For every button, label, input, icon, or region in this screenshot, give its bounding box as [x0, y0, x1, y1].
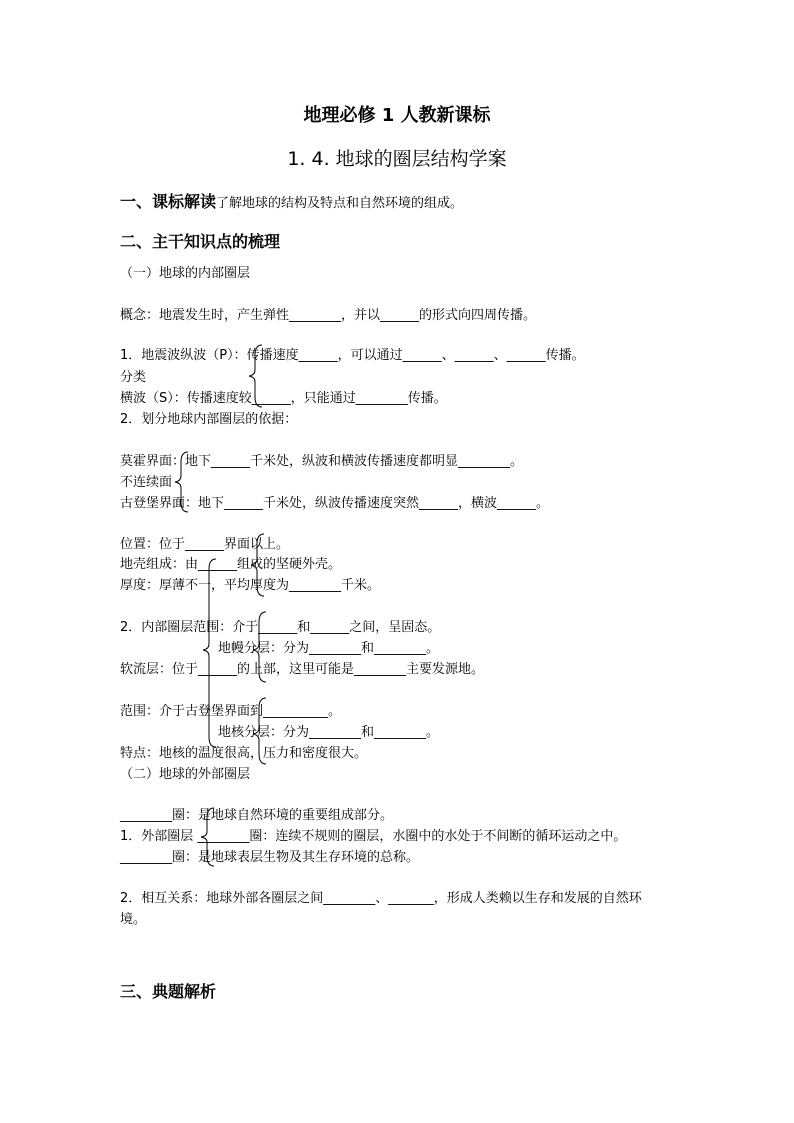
- core-features: 特点：地核的温度很高，压力和密度很大。: [120, 746, 368, 761]
- core-layers: 地核分层：分为________和________。: [218, 725, 440, 740]
- outer-sphere-3: ________圈：是地球表层生物及其生存环境的总称。: [120, 850, 420, 865]
- page-title: 地理必修 1 人教新课标: [303, 105, 491, 126]
- outer-sphere-heading: （二）地球的外部圈层: [120, 767, 251, 782]
- s-wave-line: 横波（S）：传播速度较______，只能通过________传播。: [120, 391, 447, 406]
- division-basis: 2．划分地球内部圈层的依据：: [120, 412, 298, 427]
- relation-line-2: 境。: [120, 912, 147, 927]
- section-1-text: 了解地球的结构及特点和自然环境的组成。: [216, 196, 464, 211]
- section-1-heading: [120, 192, 463, 214]
- crust-thickness: 厚度：厚薄不一，平均厚度为________千米。: [120, 578, 381, 593]
- p-wave-line: 1．地震波纵波（P）：传播速度______，可以通过______、______、______传播。: [120, 348, 585, 363]
- classify-label: 分类: [120, 370, 147, 385]
- inner-sphere-heading: （一）地球的内部圈层: [120, 266, 251, 281]
- gutenberg-line: 古登堡界面：地下______千米处，纵波传播速度突然______，横波______。: [120, 496, 550, 511]
- mantle-range: 2．内部圈层范围：介于______和______之间，呈固态。: [120, 620, 441, 635]
- section-1-title: 一、课标解读: [120, 192, 217, 211]
- mantle-layers: 地幔分层：分为________和________。: [218, 641, 440, 656]
- asthenosphere-line: 软流层：位于______的上部，这里可能是________主要发源地。: [120, 662, 485, 677]
- crust-position: 位置：位于______界面以上。: [120, 537, 290, 552]
- seismic-concept: 概念：地震发生时，产生弹性________，并以______的形式向四周传播。: [120, 308, 537, 323]
- section-3-heading: 三、典题解析: [120, 982, 217, 1001]
- section-2-heading: 二、主干知识点的梳理: [120, 232, 281, 251]
- page-subtitle: 1. 4. 地球的圈层结构学案: [287, 148, 507, 170]
- outer-sphere-2: 1．外部圈层 ________圈：连续不规则的圈层，水圈中的水处于不间断的循环运动之中。: [120, 829, 627, 844]
- outer-sphere-1: ________圈：是地球自然环境的重要组成部分。: [120, 808, 394, 823]
- moho-line: 莫霍界面：地下______千米处，纵波和横波传播速度都明显________。: [120, 454, 524, 469]
- relation-line-1: 2．相互关系：地球外部各圈层之间________、_______，形成人类赖以生存和发展的自然环: [120, 891, 642, 906]
- crust-composition: 地壳组成：由______组成的坚硬外壳。: [120, 557, 342, 572]
- core-range: 范围：介于古登堡界面到__________。: [120, 704, 342, 719]
- discontinuity-label: 不连续面: [120, 475, 173, 490]
